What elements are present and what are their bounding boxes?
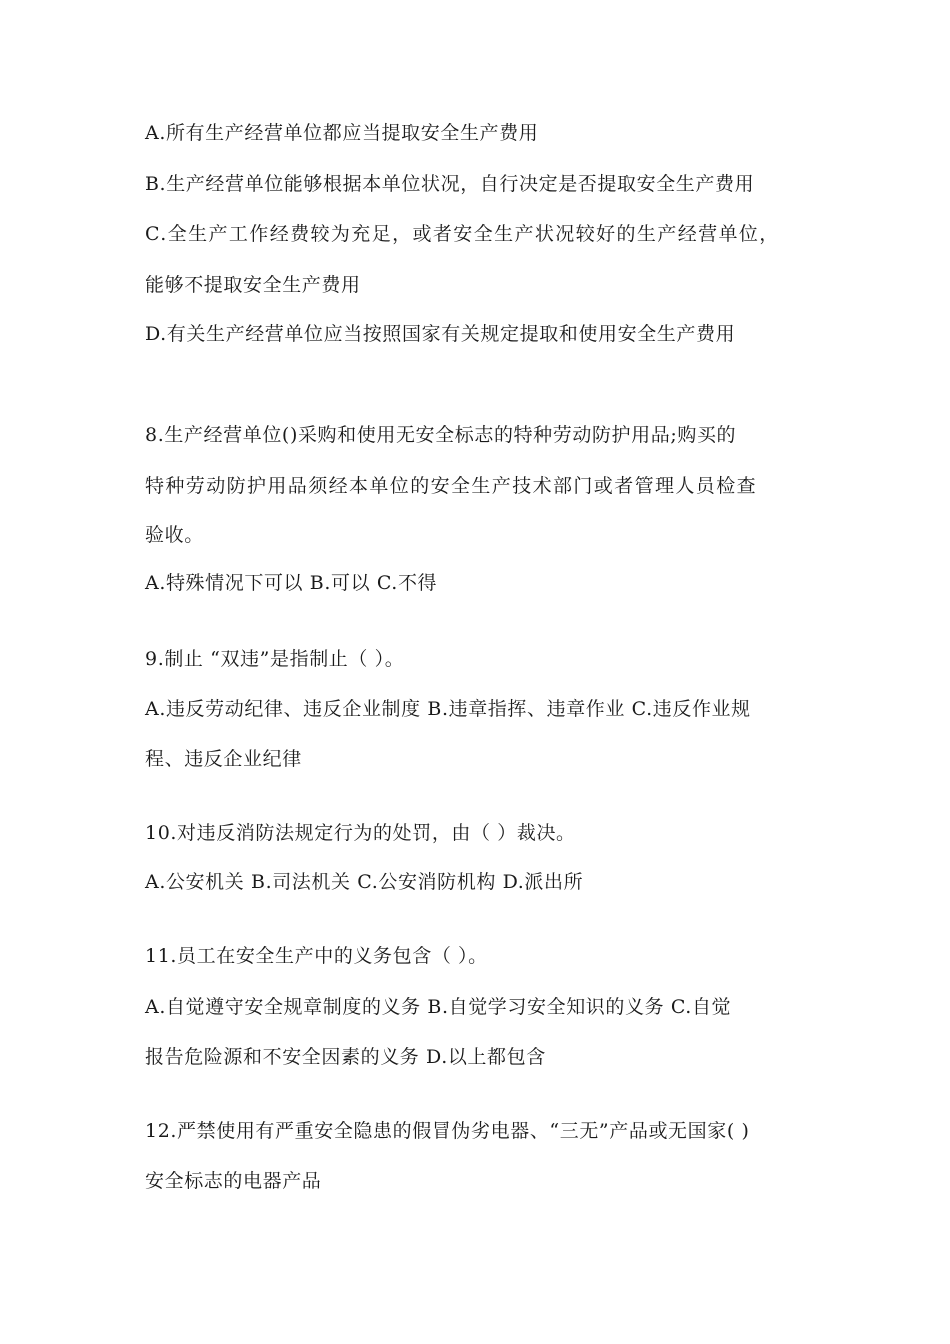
question-12: 12.严禁使用有严重安全隐患的假冒伪劣电器、“三无”产品或无国家( ) [145,1120,750,1142]
question-12-continued: 安全标志的电器产品 [145,1170,322,1192]
options-10: A.公安机关 B.司法机关 C.公安消防机构 D.派出所 [145,871,584,893]
option-7d: D.有关生产经营单位应当按照国家有关规定提取和使用安全生产费用 [145,323,736,345]
option-7b: B.生产经营单位能够根据本单位状况，自行决定是否提取安全生产费用 [145,173,755,195]
question-10: 10.对违反消防法规定行为的处罚，由（ ）裁决。 [145,822,576,844]
options-11-continued: 报告危险源和不安全因素的义务 D.以上都包含 [145,1046,546,1068]
question-8: 8.生产经营单位()采购和使用无安全标志的特种劳动防护用品;购买的 [145,424,737,446]
options-9: A.违反劳动纪律、违反企业制度 B.违章指挥、违章作业 C.违反作业规 [145,698,751,720]
option-7c: C.全生产工作经费较为充足，或者安全生产状况较好的生产经营单位， [145,223,780,245]
options-8: A.特殊情况下可以 B.可以 C.不得 [145,572,438,594]
options-9-continued: 程、违反企业纪律 [145,748,302,770]
options-11: A.自觉遵守安全规章制度的义务 B.自觉学习安全知识的义务 C.自觉 [145,996,732,1018]
option-7a: A.所有生产经营单位都应当提取安全生产费用 [145,122,539,144]
option-7c-continued: 能够不提取安全生产费用 [145,274,361,296]
question-8-end: 验收。 [145,524,204,546]
question-8-continued: 特种劳动防护用品须经本单位的安全生产技术部门或者管理人员检查 [145,475,758,497]
question-11: 11.员工在安全生产中的义务包含（ ）。 [145,945,488,967]
question-9: 9.制止 “双违”是指制止（ ）。 [145,648,405,670]
